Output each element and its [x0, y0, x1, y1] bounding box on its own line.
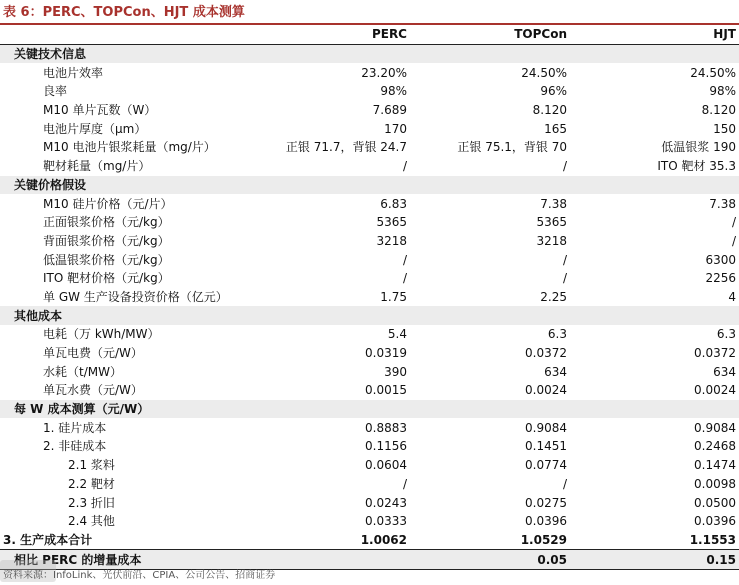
cell-hjt: [570, 306, 739, 325]
cell-topcon: 634: [544, 364, 567, 379]
row-label: 电池片效率: [43, 65, 104, 80]
table-row: [0, 475, 739, 494]
table-title: 表 6：PERC、TOPCon、HJT 成本测算: [3, 5, 245, 20]
cell-hjt: 2256: [705, 271, 736, 286]
row-label: 每 W 成本测算（元/W）: [0, 400, 250, 419]
table-row: [0, 418, 739, 437]
cell-topcon: 0.0024: [525, 383, 567, 398]
row-label: 低温银浆价格（元/kg）: [43, 252, 170, 267]
header-cell-perc: PERC: [250, 25, 410, 44]
row-label: 2.1 浆料: [68, 458, 115, 473]
cell-topcon: 96%: [540, 84, 567, 99]
table-row: [0, 119, 739, 138]
cell-hjt: 低温银浆 190: [661, 140, 736, 155]
cell-topcon: 24.50%: [521, 65, 567, 80]
cell-topcon: 0.0774: [525, 458, 567, 473]
cell-topcon: 7.38: [540, 196, 567, 211]
cell-perc: [250, 44, 410, 63]
cell-perc: 6.83: [380, 196, 407, 211]
table-row: [0, 232, 739, 251]
cell-topcon: 2.25: [540, 289, 567, 304]
row-label: 单 GW 生产设备投资价格（亿元）: [43, 289, 228, 304]
section-row: [0, 176, 739, 195]
row-label: 靶材耗量（mg/片）: [43, 159, 151, 174]
cell-perc: 23.20%: [361, 65, 407, 80]
cell-hjt: 0.9084: [694, 420, 736, 435]
cell-perc: 0.8883: [365, 420, 407, 435]
cell-topcon: 0.0275: [525, 495, 567, 510]
cell-perc: /: [402, 271, 407, 286]
cell-perc: [250, 176, 410, 195]
cell-hjt: 4: [728, 289, 736, 304]
row-label: 相比 PERC 的增量成本: [0, 550, 250, 570]
cell-perc: [250, 306, 410, 325]
row-label: 单瓦电费（元/W）: [43, 346, 143, 361]
header-cell-label: [0, 25, 250, 44]
header-cell-hjt: HJT: [570, 25, 739, 44]
cell-hjt: 0.0098: [694, 476, 736, 491]
table-row: [0, 325, 739, 344]
cell-hjt: 0.0372: [694, 346, 736, 361]
cell-hjt: /: [731, 215, 736, 230]
table-body: [0, 44, 739, 569]
row-label: 背面银浆价格（元/kg）: [43, 233, 170, 248]
cell-hjt: 7.38: [709, 196, 736, 211]
row-label: 良率: [43, 84, 68, 99]
cell-hjt: 0.2468: [694, 439, 736, 454]
table-row: [0, 362, 739, 381]
table-row: [0, 63, 739, 82]
cell-perc: 0.0243: [365, 495, 407, 510]
table-row: [0, 250, 739, 269]
cell-topcon: /: [562, 271, 567, 286]
table-row: [0, 381, 739, 400]
cell-topcon: [410, 306, 570, 325]
cell-perc: 0.0333: [365, 514, 407, 529]
section-row: [0, 306, 739, 325]
cell-perc: 1.75: [380, 289, 407, 304]
cell-hjt: 6300: [705, 252, 736, 267]
table-row: [0, 344, 739, 363]
table-row: [0, 512, 739, 531]
row-label: 关键价格假设: [0, 176, 250, 195]
table-row: [0, 456, 739, 475]
cell-topcon: [410, 176, 570, 195]
row-label: 2.3 折旧: [68, 495, 115, 510]
row-label: 2. 非硅成本: [43, 439, 107, 454]
cell-hjt: /: [731, 233, 736, 248]
cell-topcon: 3218: [536, 233, 567, 248]
cell-topcon: /: [562, 476, 567, 491]
cell-perc: 3218: [376, 233, 407, 248]
cell-hjt: 0.0500: [694, 495, 736, 510]
table-row: [0, 493, 739, 512]
cell-hjt: 634: [713, 364, 736, 379]
cell-topcon: 0.0396: [525, 514, 567, 529]
header-row: [0, 25, 739, 44]
cell-hjt: 8.120: [701, 103, 736, 118]
cell-perc: 5365: [376, 215, 407, 230]
cost-table: [0, 25, 739, 570]
cell-topcon: 0.05: [410, 550, 570, 570]
row-label: M10 电池片银浆耗量（mg/片）: [43, 140, 216, 155]
cell-hjt: 0.1474: [694, 458, 736, 473]
cell-perc: /: [402, 252, 407, 267]
table-row: [0, 194, 739, 213]
cell-topcon: 5365: [536, 215, 567, 230]
row-label: 2.2 靶材: [68, 476, 115, 491]
section-row: [0, 400, 739, 419]
cell-hjt: 150: [713, 121, 736, 136]
cell-perc: 0.0015: [365, 383, 407, 398]
cell-perc: 正银 71.7，背银 24.7: [285, 140, 407, 155]
cell-hjt: 98%: [709, 84, 736, 99]
header-cell-topcon: TOPCon: [410, 25, 570, 44]
cell-topcon: 0.1451: [525, 439, 567, 454]
section-row: [0, 44, 739, 63]
row-label: 关键技术信息: [0, 44, 250, 63]
table-row: [0, 288, 739, 307]
row-label: 2.4 其他: [68, 514, 115, 529]
cell-topcon: 正银 75.1，背银 70: [457, 140, 567, 155]
row-label: 3. 生产成本合计: [3, 532, 93, 547]
cell-perc: 7.689: [372, 103, 407, 118]
row-label: ITO 靶材价格（元/kg）: [43, 271, 170, 286]
cell-hjt: 1.1553: [689, 532, 736, 547]
table-row: [0, 138, 739, 157]
cell-perc: 1.0062: [360, 532, 407, 547]
table-row: [0, 213, 739, 232]
table-row: [0, 531, 739, 550]
table-row: [0, 269, 739, 288]
cell-hjt: 24.50%: [690, 65, 736, 80]
cell-topcon: 0.0372: [525, 346, 567, 361]
row-label: 其他成本: [0, 306, 250, 325]
row-label: 1. 硅片成本: [43, 420, 107, 435]
row-label: 正面银浆价格（元/kg）: [43, 215, 170, 230]
source-note: 资料来源：InfoLink、光伏前沿、CPIA、公司公告、招商证券: [3, 570, 276, 581]
cell-perc: 390: [384, 364, 407, 379]
table-row: [0, 82, 739, 101]
row-label: 水耗（t/MW）: [43, 364, 122, 379]
cell-perc: 0.1156: [365, 439, 407, 454]
cell-perc: 5.4: [387, 327, 407, 342]
cell-topcon: 1.0529: [520, 532, 567, 547]
row-label: 电池片厚度（μm）: [43, 121, 147, 136]
row-label: 单瓦水费（元/W）: [43, 383, 143, 398]
row-label: M10 单片瓦数（W）: [43, 103, 157, 118]
cell-hjt: 6.3: [716, 327, 736, 342]
cell-hjt: 0.0396: [694, 514, 736, 529]
cell-topcon: 0.9084: [525, 420, 567, 435]
cell-perc: [250, 400, 410, 419]
cell-hjt: [570, 176, 739, 195]
cell-topcon: 8.120: [532, 103, 567, 118]
cell-perc: /: [402, 159, 407, 174]
cell-hjt: 0.15: [570, 550, 739, 570]
row-label: 电耗（万 kWh/MW）: [43, 327, 160, 342]
cell-perc: 0.0604: [365, 458, 407, 473]
cell-hjt: ITO 靶材 35.3: [657, 159, 736, 174]
cell-perc: 0.0319: [365, 346, 407, 361]
table-row: [0, 157, 739, 176]
row-label: M10 硅片价格（元/片）: [43, 196, 173, 211]
cell-topcon: 165: [544, 121, 567, 136]
cell-hjt: [570, 44, 739, 63]
cell-topcon: /: [562, 159, 567, 174]
cell-hjt: [570, 400, 739, 419]
table-row: [0, 437, 739, 456]
cell-hjt: 0.0024: [694, 383, 736, 398]
cell-topcon: 6.3: [547, 327, 567, 342]
table-row: [0, 101, 739, 120]
cell-perc: 98%: [380, 84, 407, 99]
cell-topcon: /: [562, 252, 567, 267]
cell-topcon: [410, 44, 570, 63]
cell-topcon: [410, 400, 570, 419]
cell-perc: 170: [384, 121, 407, 136]
cell-perc: /: [402, 476, 407, 491]
